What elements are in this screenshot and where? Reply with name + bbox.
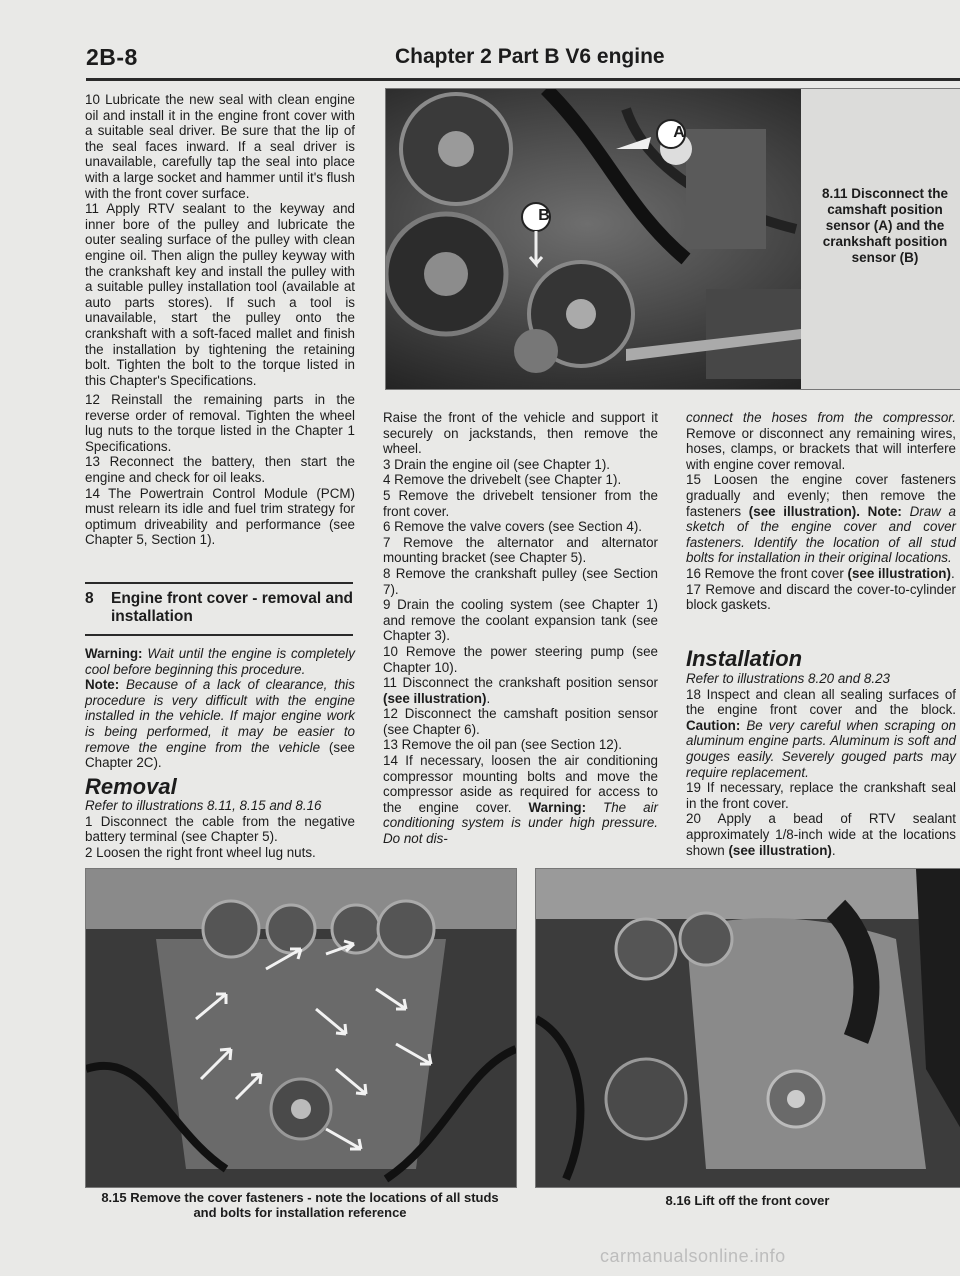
step-11: 11 Apply RTV sealant to the keyway and inner bore of the pulley and lubricate the outer sealing surface of the pulley with clean engine oil. Then align the pulley keyway with the crankshaft key and install the pulley with a suitable pulley installation tool (available at auto parts stores). If such a tool is unavailable, start the pulley onto the crankshaft with a soft-faced mallet and finish the installation by tightening the retaining bolt. Tighten the bolt to the torque listed in this Chapter's Specifications. bbox=[85, 201, 355, 388]
step-13b: 13 Remove the oil pan (see Section 12). bbox=[383, 737, 622, 753]
figure-8-16-photo bbox=[535, 868, 960, 1188]
label-a: A bbox=[673, 124, 685, 141]
watermark: carmanualsonline.info bbox=[600, 1246, 786, 1266]
step-16: 16 Remove the front cover bbox=[686, 565, 848, 581]
step-17: 17 Remove and discard the cover-to-cylinder block gaskets. bbox=[686, 581, 956, 613]
note-tail: (see Chapter 2C). bbox=[85, 739, 355, 771]
step-12: 12 Reinstall the remaining parts in the reverse order of removal. Tighten the wheel lug nuts to the torque listed in the Chapter 1 Specifications. bbox=[85, 392, 355, 454]
step-6: 6 Remove the valve covers (see Section 4). bbox=[383, 519, 643, 535]
step-11b-ref: (see illustration) bbox=[383, 690, 487, 706]
chapter-title: Chapter 2 Part B V6 engine bbox=[395, 45, 665, 68]
column-b bbox=[383, 410, 658, 847]
note-label: Note: bbox=[85, 677, 120, 693]
col-c-continuation: connect the hoses from the compressor. bbox=[686, 410, 956, 425]
step-20: 20 Apply a bead of RTV sealant approximately 1/8-inch wide at the locations shown bbox=[686, 811, 956, 858]
step-20-ref: (see illustration) bbox=[728, 842, 832, 858]
step-2: 2 Loosen the right front wheel lug nuts. bbox=[85, 844, 316, 860]
removal-block bbox=[85, 798, 355, 860]
step-11b-end: . bbox=[486, 690, 491, 706]
step-10b: 10 Remove the power steering pump (see Chapter 10). bbox=[383, 643, 658, 675]
step-14: 14 The Powertrain Control Module (PCM) must relearn its idle and fuel trim strategy for optimum driveability and performance (see Chapter 5, Section 1). bbox=[85, 485, 355, 548]
section-rule-bottom bbox=[85, 634, 353, 636]
step-15-note: Draw a sketch of the engine cover and cover fasteners. Identify the location of all stud bolts for installation in their original locations. bbox=[686, 503, 956, 566]
step-15: 15 Loosen the engine cover fasteners gradually and evenly; then remove the fasteners bbox=[686, 472, 956, 519]
section-rule-top bbox=[85, 582, 353, 584]
step-9: 9 Drain the cooling system (see Chapter 1) and remove the coolant expansion tank (see Chapter 3). bbox=[383, 597, 658, 644]
installation-heading: Installation bbox=[686, 646, 803, 671]
step-5: 5 Remove the drivebelt tensioner from the front cover. bbox=[383, 487, 658, 519]
step-11b: 11 Disconnect the crankshaft position sensor bbox=[383, 675, 658, 691]
figure-8-15-photo bbox=[85, 868, 517, 1188]
step-15-ref: (see illustration). Note: bbox=[748, 503, 902, 519]
step-12b: 12 Disconnect the camshaft position sensor (see Chapter 6). bbox=[383, 706, 658, 737]
step-10: 10 Lubricate the new seal with clean engine oil and install it in the engine front cover with a suitable seal driver. Be sure that the lip of the seal faces inward. If a seal driver is unavailable, carefully tap the seal into place with a large socket and hammer until it's flush with the front cover surface. bbox=[85, 92, 355, 201]
page-number: 2B-8 bbox=[86, 44, 138, 70]
section-number: 8 bbox=[85, 590, 94, 607]
section-title-line2: installation bbox=[111, 608, 193, 625]
step-4: 4 Remove the drivebelt (see Chapter 1). bbox=[383, 472, 622, 488]
column-c bbox=[686, 410, 956, 613]
step-14b-warning: The air conditioning system is under high pressure. Do not dis- bbox=[383, 799, 658, 847]
section-heading bbox=[85, 590, 355, 626]
figure-8-16-caption: 8.16 Lift off the front cover bbox=[665, 1193, 830, 1208]
figure-8-15-caption-line1: 8.15 Remove the cover fasteners - note the locations of all studs bbox=[101, 1190, 499, 1205]
step-18: 18 Inspect and clean all sealing surfaces of the engine front cover and the block. bbox=[686, 686, 956, 718]
removal-heading: Removal bbox=[85, 774, 177, 799]
step-16-ref: (see illustration) bbox=[847, 565, 951, 581]
step-7: 7 Remove the alternator and alternator mounting bracket (see Chapter 5). bbox=[383, 534, 658, 566]
step-1: 1 Disconnect the cable from the negative battery terminal (see Chapter 5). bbox=[85, 813, 355, 845]
warning-block bbox=[85, 646, 355, 771]
warning-text: Wait until the engine is completely cool before beginning this procedure. bbox=[85, 646, 355, 677]
step-8: 8 Remove the crankshaft pulley (see Section 7). bbox=[383, 565, 658, 597]
figure-8-15-caption-line2: and bolts for installation reference bbox=[193, 1205, 407, 1220]
col-c-continuation-2: Remove or disconnect any remaining wires, hoses, clamps, or brackets that will interfere with engine cover removal. bbox=[686, 425, 956, 472]
note-text: Because of a lack of clearance, this procedure is very difficult with the engine installed in the vehicle. If major engine work is being performed, it may be easier to remove the engine from the vehicle bbox=[85, 677, 355, 755]
figure-8-11-caption: 8.11 Disconnect the camshaft position sensor (A) and the crankshaft position sensor (B) bbox=[821, 186, 949, 265]
figure-8-15-caption bbox=[85, 1190, 515, 1220]
step-18-caution-label: Caution: bbox=[686, 717, 741, 733]
step-20-end: . bbox=[831, 842, 836, 858]
removal-refer: Refer to illustrations 8.11, 8.15 and 8.16 bbox=[85, 798, 322, 813]
step-13: 13 Reconnect the battery, then start the engine and check for oil leaks. bbox=[85, 454, 355, 485]
column-a-mid bbox=[85, 392, 355, 548]
installation-refer: Refer to illustrations 8.20 and 8.23 bbox=[686, 671, 890, 686]
column-a-top bbox=[85, 92, 355, 388]
step-3: 3 Drain the engine oil (see Chapter 1). bbox=[383, 456, 611, 472]
header-rule bbox=[86, 78, 960, 81]
label-b: B bbox=[538, 207, 550, 224]
installation-block bbox=[686, 671, 956, 858]
step-14b-warning-label: Warning: bbox=[528, 799, 587, 815]
warning-label: Warning: bbox=[85, 646, 143, 661]
step-18-caution: Be very careful when scraping on aluminum engine parts. Aluminum is soft and gouges easily. Severely gouged parts may require replacement. bbox=[686, 717, 956, 780]
section-title-line1: Engine front cover - removal and bbox=[111, 590, 354, 607]
col-b-intro: Raise the front of the vehicle and support it securely on jackstands, then remove the wheel. bbox=[383, 410, 658, 457]
step-14b: 14 If necessary, loosen the air conditioning compressor mounting bolts and move the compressor aside as required for access to the engine cover. bbox=[383, 753, 658, 815]
step-19: 19 If necessary, replace the crankshaft seal in the front cover. bbox=[686, 780, 956, 811]
step-16-end: . bbox=[950, 565, 955, 581]
